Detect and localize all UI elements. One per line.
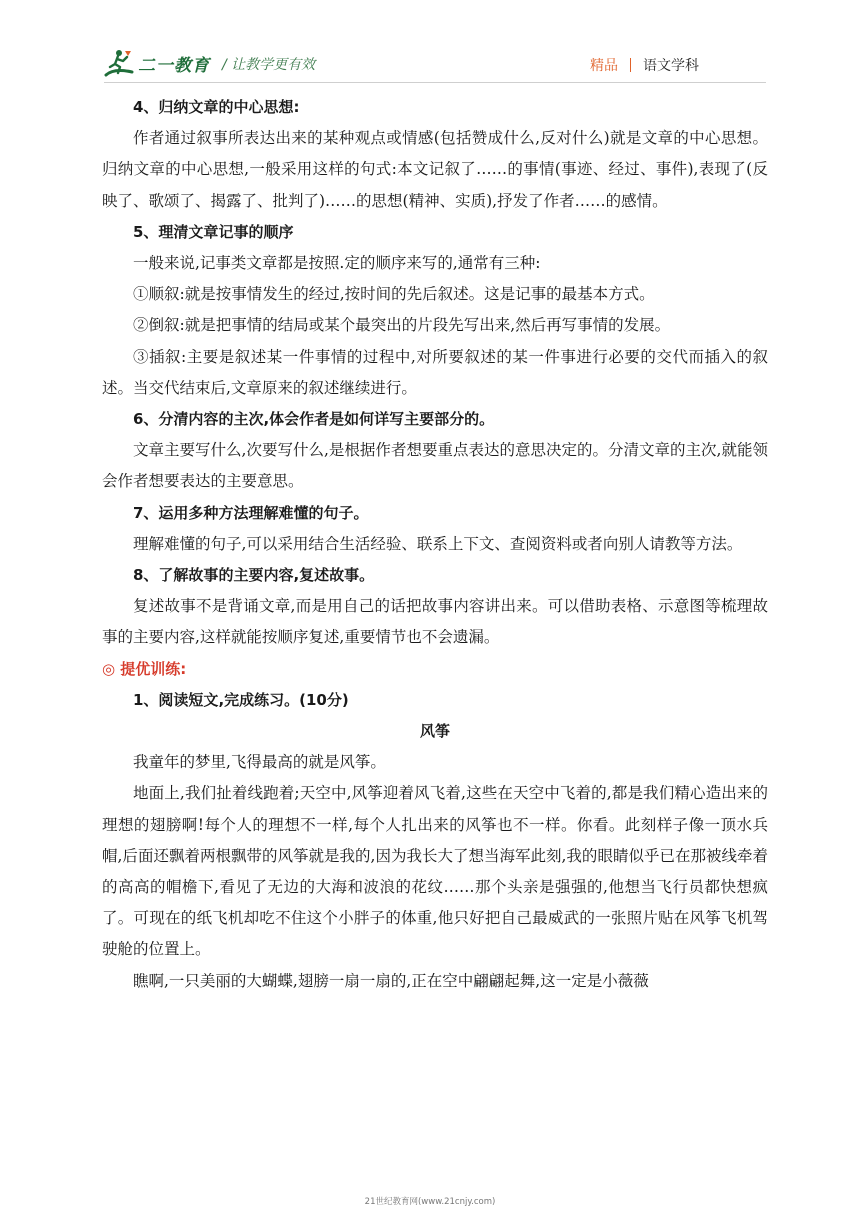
section-heading: 8、了解故事的主要内容,复述故事。 [133,566,375,585]
logo-text: 二一教育 [138,55,210,76]
paragraph: 一般来说,记事类文章都是按照.定的顺序来写的,通常有三种: [133,254,541,273]
paragraph: ③插叙:主要是叙述某一件事情的过程中,对所要叙述的某一件事进行必要的交代而插入的叙述。当交代结束后,文章原来的叙述继续进行。 [102,347,768,397]
paragraph: 作者通过叙事所表达出来的某种观点或情感(包括赞成什么,反对什么)就是文章的中心思想。归纳文章的中心思想,一般采用这样的句式:本文记叙了……的事情(事迹、经过、事件),表现了(反映了、歌颂了、揭露了、批判了)……的思想(精神、实质),抒发了作者……的感情。 [102,129,768,210]
quality-tag: 精品 [590,58,618,74]
section-heading: 5、理清文章记事的顺序 [133,222,294,241]
page-footer: 21世纪教育网(www.21cnjy.com) [364,1197,496,1207]
tag-divider [630,58,631,72]
header-divider [104,82,766,83]
paragraph: ②倒叙:就是把事情的结局或某个最突出的片段先写出来,然后再写事情的发展。 [133,316,671,335]
paragraph: 理解难懂的句子,可以采用结合生活经验、联系上下文、查阅资料或者向别人请教等方法。 [133,534,743,553]
paragraph: 复述故事不是背诵文章,而是用自己的话把故事内容讲出来。可以借助表格、示意图等梳理故事的主要内容,这样就能按顺序复述,重要情节也不会遗漏。 [102,597,768,647]
section-heading: 4、归纳文章的中心思想: [133,98,300,116]
paragraph: ①顺叙:就是按事情发生的经过,按时间的先后叙述。这是记事的最基本方式。 [133,285,655,304]
paragraph: 地面上,我们扯着线跑着;天空中,风筝迎着风飞着,这些在天空中飞着的,都是我们精心造出来的理想的翅膀啊!每个人的理想不一样,每个人扎出来的风筝也不一样。你看。此刻样子像一顶水兵帽,后面还飘着两根飘带的风筝就是我的,因为我长大了想当海军此刻,我的眼睛似乎已在那被线牵着的高高的帽檐下,看见了无边的大海和波浪的花纹……那个头亲是强强的,他想当飞行员都快想疯了。可现在的纸飞机却吃不住这个小胖子的体重,他只好把自己最威武的一张照片贴在风筝飞机驾驶舱的位置上。 [102,784,768,959]
header-slogan: / 让教学更有效 [222,57,316,73]
subject-tag: 语文学科 [643,58,699,74]
paragraph: 瞧啊,一只美丽的大蝴蝶,翅膀一扇一扇的,正在空中翩翩起舞,这一定是小薇薇 [133,971,649,990]
section-heading: 6、分清内容的主次,体会作者是如何详写主要部分的。 [133,410,495,429]
document-body [102,92,768,997]
logo[interactable] [104,46,210,80]
section-heading: 7、运用多种方法理解难懂的句子。 [133,503,369,522]
story-title: 风筝 [419,722,450,741]
paragraph: 我童年的梦里,飞得最高的就是风筝。 [133,753,386,772]
training-section-title: ◎ 提优训练: [102,659,187,678]
page-header [0,0,860,88]
section-heading: 1、阅读短文,完成练习。(10分) [133,690,349,709]
paragraph: 文章主要写什么,次要写什么,是根据作者想要重点表达的意思决定的。分清文章的主次,就能领会作者想要表达的主要意思。 [102,441,768,491]
runner-logo-icon [104,48,134,78]
header-tags [590,55,699,75]
